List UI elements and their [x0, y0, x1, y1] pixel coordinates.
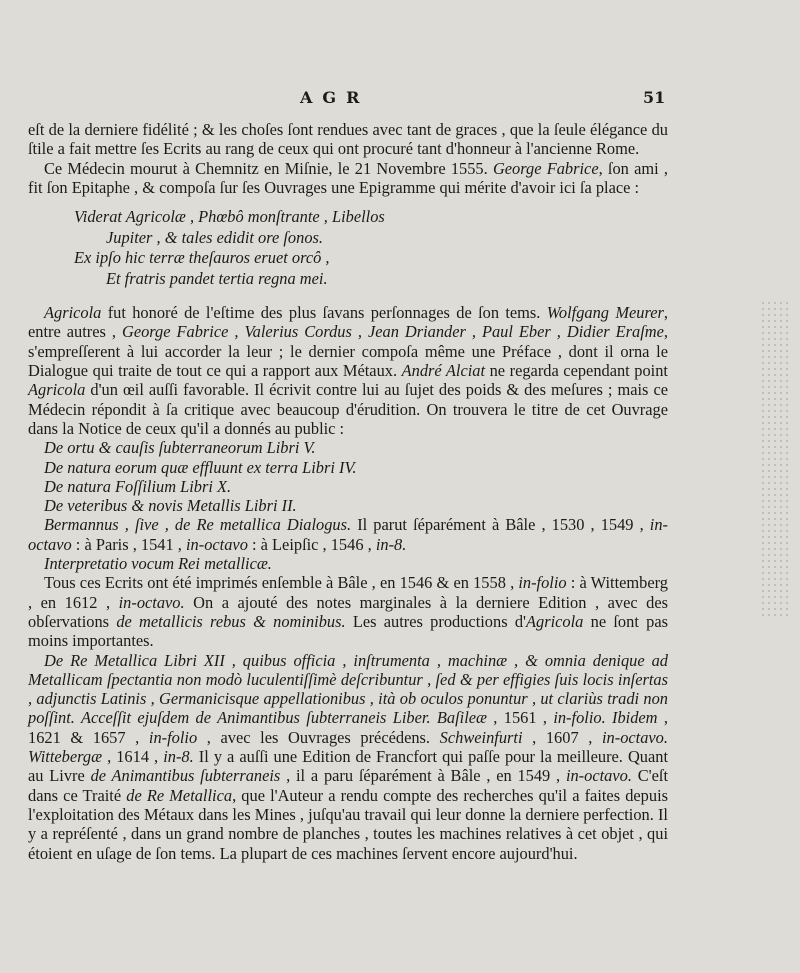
page-header	[0, 88, 800, 112]
work-title: De natura eorum quæ effluunt ex terra Libri IV.	[44, 457, 357, 477]
epigram-line: Ex ipſo hic terræ theſauros eruet orcô ,	[74, 248, 330, 268]
epigram-line: Jupiter , & tales edidit ore ſonos.	[106, 227, 323, 247]
work-title: Interpretatio vocum Rei metallicæ.	[44, 554, 272, 574]
running-head: AGR	[300, 88, 370, 107]
epigram-line: Et fratris pandet tertia regna mei.	[106, 268, 328, 288]
work-title: De natura Foſſilium Libri X.	[44, 476, 232, 496]
paragraph-editions: Tous ces Ecrits ont été imprimés enſemble à Bâle , en 1546 & en 1558 , in-folio : à Wittemberg , en 1612 , in-octavo. On a ajouté des notes marginales à la derniere Edition , avec des obſervations de metallicis rebus & nominibus. Les autres productions d'Agricola ne ſont pas moins importantes.	[28, 573, 668, 651]
text-body	[28, 120, 668, 863]
bermannus-entry: Bermannus , ſive , de Re metallica Dialogus. Il parut ſéparément à Bâle , 1530 , 1549 , in-octavo : à Paris , 1541 , in-octavo : à Leipſic , 1546 , in-8.	[28, 515, 668, 554]
epigram	[74, 207, 668, 289]
show-through-texture	[760, 300, 790, 620]
paragraph-esteem: Agricola fut honoré de l'eſtime des plus ſavans perſonnages de ſon tems. Wolfgang Meurer, entre autres , George Fabrice , Valerius Cordus , Jean Driander , Paul Eber , Didier Eraſme, s'empreſſerent à lui accorder la leur ; le dernier compoſa même une Préface , dont il orna le Dialogue qui traite de tout ce qui a rapport aux Métaux. André Alciat ne regarda cependant point Agricola d'un œil auſſi favorable. Il écrivit contre lui au ſujet des poids & des meſures ; mais ce Médecin répondit à ſa critique avec beaucoup d'érudition. On trouvera le titre de cet Ouvrage dans la Notice de ceux qu'il a donnés au public :	[28, 303, 669, 438]
work-title: De ortu & cauſis ſubterraneorum Libri V.	[44, 438, 316, 458]
paragraph-re-metallica: De Re Metallica Libri XII , quibus officia , inſtrumenta , machinæ , & omnia denique ad Metallicam ſpectantia non modò luculentiſſimè deſcribuntur , ſed & per effigies ſuis locis inſertas , adjunctis Latinis , Germanicisque appellationibus , ità ob oculos ponuntur , ut clariùs tradi non poſſint. Acceſſit ejuſdem de Animantibus ſubterraneis Liber. Baſileæ , 1561 , in-folio. Ibidem , 1621 & 1657 , in-folio , avec les Ouvrages précédens. Schweinfurti , 1607 , in-octavo. Wittebergæ , 1614 , in-8. Il y a auſſi une Edition de Francfort qui paſſe pour la meilleure. Quant au Livre de Animantibus ſubterraneis , il a paru ſéparément à Bâle , en 1549 , in-octavo. C'eſt dans ce Traité de Re Metallica, que l'Auteur a rendu compte des recherches qu'il a faites depuis l'exploitation des Métaux dans les Mines , juſqu'au travail qui leur donne la derniere perfection. Il y a repréſenté , dans un grand nombre de planches , toutes les machines relatives à cet objet , qui étoient en uſage de ſon tems. La plupart de ces machines ſervent encore aujourd'hui.	[28, 650, 669, 863]
work-title: De veteribus & novis Metallis Libri II.	[44, 496, 297, 516]
paragraph-continuation: eſt de la derniere fidélité ; & les choſes ſont rendues avec tant de graces , que la ſeule élégance du ſtile a fait mettre ſes Ecrits au rang de ceux qui ont procuré tant d'honneur à l'ancienne Rome.	[28, 120, 668, 159]
paragraph-death: Ce Médecin mourut à Chemnitz en Miſnie, le 21 Novembre 1555. George Fabrice, ſon ami , fit ſon Epitaphe , & compoſa ſur ſes Ouvrages une Epigramme qui mérite d'avoir ici ſa place :	[28, 158, 669, 197]
page-number: 51	[643, 88, 666, 107]
epigram-line: Viderat Agricolæ , Phœbô monſtrante , Libellos	[74, 207, 385, 227]
